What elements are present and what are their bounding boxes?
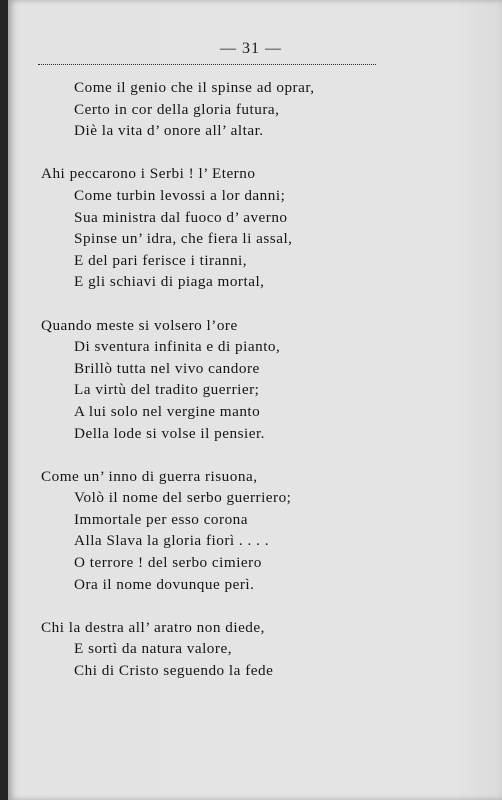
header-dotted-rule xyxy=(38,64,376,65)
verse-line: E gli schiavi di piaga mortal, xyxy=(74,273,265,291)
stanza-3 xyxy=(8,315,502,445)
verse-line: Volò il nome del serbo guerriero; xyxy=(74,489,292,507)
verse-line: Della lode si volse il pensier. xyxy=(74,424,265,442)
stanza-4 xyxy=(8,466,502,596)
verse-line: Chi la destra all’ aratro non diede, xyxy=(41,618,265,636)
verse-line: Ahi peccarono i Serbi ! l’ Eterno xyxy=(41,165,256,183)
verse-line: Ora il nome dovunque perì. xyxy=(74,575,255,593)
verse-line: Chi di Cristo seguendo la fede xyxy=(74,662,274,680)
verse-line: E sortì da natura valore, xyxy=(74,640,232,658)
verse-line: Brillò tutta nel vivo candore xyxy=(74,359,260,377)
stanza-1 xyxy=(8,77,502,142)
verse-line: Diè la vita d’ onore all’ altar. xyxy=(74,122,264,140)
verse-line: Alla Slava la gloria fiorì . . . . xyxy=(74,532,269,550)
stanza-2 xyxy=(8,163,502,293)
verse-line: La virtù del tradito guerrier; xyxy=(74,381,260,399)
verse-line: O terrore ! del serbo cimiero xyxy=(74,554,262,572)
stanza-5 xyxy=(8,617,502,682)
verse-line: Sua ministra dal fuoco d’ averno xyxy=(74,208,288,226)
verse-line: Spinse un’ idra, che fiera li assal, xyxy=(74,230,293,248)
book-page xyxy=(8,0,502,800)
verse-line: Di sventura infinita e di pianto, xyxy=(74,338,281,356)
verse-line: Quando meste si volsero l’ore xyxy=(41,316,238,334)
verse-line: Immortale per esso corona xyxy=(74,510,249,528)
verse-line: A lui solo nel vergine manto xyxy=(74,402,261,420)
verse-line: Come il genio che il spinse ad oprar, xyxy=(74,79,315,96)
page-number: — 31 — xyxy=(220,40,282,57)
verse-line: Come turbin levossi a lor danni; xyxy=(74,186,286,204)
verse-line: Certo in cor della gloria futura, xyxy=(74,100,280,118)
verse-line: Come un’ inno di guerra risuona, xyxy=(41,467,258,485)
poem-body xyxy=(8,77,502,703)
verse-line: E del pari ferisce i tiranni, xyxy=(74,251,248,269)
